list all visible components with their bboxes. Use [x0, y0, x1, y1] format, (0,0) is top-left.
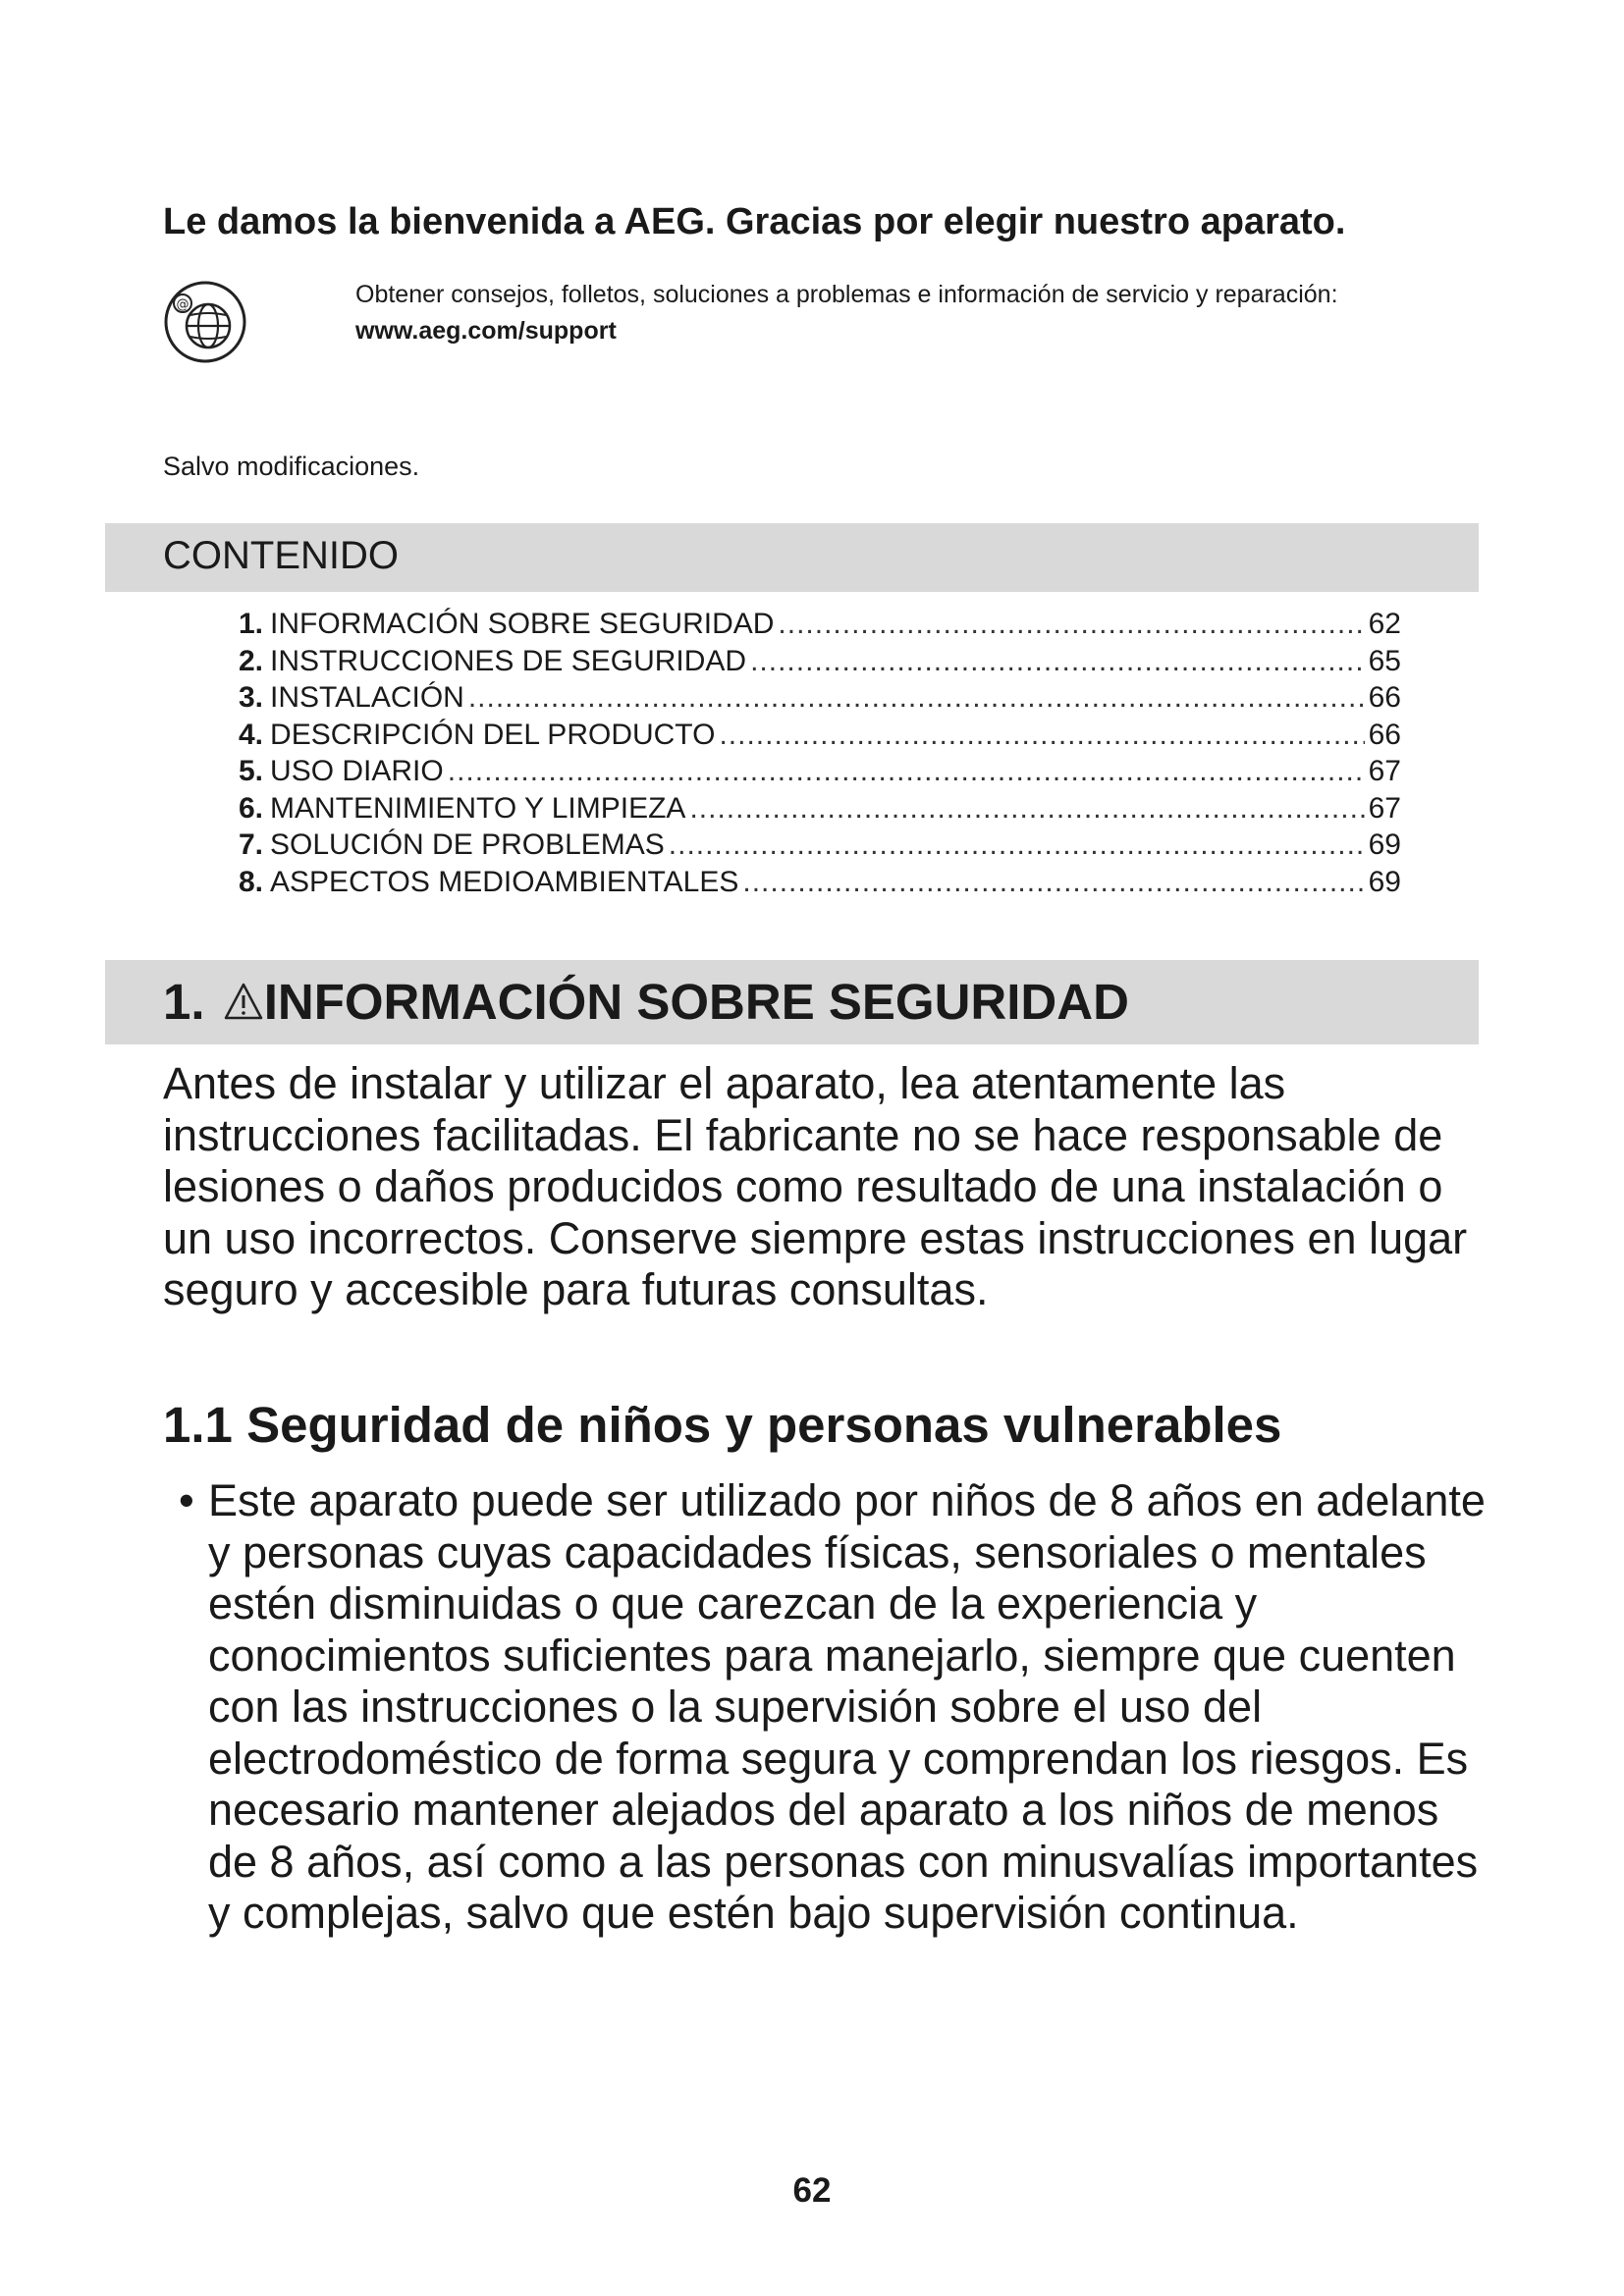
- contents-header-bar: [105, 523, 1479, 592]
- toc-entry-label: SOLUCIÓN DE PROBLEMAS: [270, 828, 665, 861]
- toc-entry[interactable]: [239, 643, 1401, 680]
- welcome-title: Le damos la bienvenida a AEG. Gracias por elegir nuestro aparato.: [163, 201, 1346, 242]
- safety-header-bar: [105, 960, 1479, 1044]
- safety-intro-paragraph: Antes de instalar y utilizar el aparato, lea atentamente las instrucciones facilitadas. El fabricante no se hace responsable de lesiones o daños producidos como resultado de una instalación o un uso incorrectos. Conserve siempre estas instrucciones en lugar seguro y accesible para futuras consultas.: [163, 1058, 1468, 1314]
- svg-text:@: @: [176, 297, 189, 312]
- toc-entry-number: 1.: [239, 608, 264, 640]
- toc-entry[interactable]: [239, 827, 1401, 864]
- toc-entry-page: 67: [1368, 755, 1401, 787]
- toc-entry-page: 66: [1368, 681, 1401, 714]
- toc-entry-page: 69: [1368, 828, 1401, 861]
- safety-section-title: INFORMACIÓN SOBRE SEGURIDAD: [263, 974, 1129, 1030]
- toc-entry-number: 7.: [239, 828, 264, 861]
- toc-entry-page: 67: [1368, 791, 1401, 825]
- table-of-contents: [239, 606, 1401, 900]
- toc-entry-number: 5.: [239, 755, 264, 787]
- warning-triangle-icon: [223, 982, 264, 1021]
- toc-entry[interactable]: [239, 790, 1401, 828]
- toc-leader-dots: [669, 827, 1365, 864]
- toc-entry[interactable]: [239, 753, 1401, 790]
- toc-leader-dots: [448, 753, 1365, 790]
- toc-entry[interactable]: [239, 864, 1401, 901]
- toc-entry-label: INSTRUCCIONES DE SEGURIDAD: [270, 644, 747, 677]
- toc-leader-dots: [719, 717, 1364, 754]
- toc-entry-label: USO DIARIO: [270, 755, 444, 787]
- toc-leader-dots: [742, 864, 1364, 901]
- toc-entry-page: 66: [1368, 718, 1401, 751]
- subsection-heading: 1.1 Seguridad de niños y personas vulnerables: [163, 1397, 1282, 1453]
- toc-leader-dots: [750, 643, 1365, 680]
- globe-at-icon: [163, 280, 247, 364]
- toc-entry[interactable]: [239, 606, 1401, 643]
- toc-leader-dots: [689, 790, 1364, 828]
- bullet-item: • Este aparato puede ser utilizado por niños de 8 años en adelante y personas cuyas capacidades físicas, sensoriales o mentales estén disminuidas o que carezcan de la experiencia y conocimientos suficientes para manejarlo, siempre que cuenten con las instrucciones o la supervisión sobre el uso del electrodoméstico de forma segura y comprendan los riesgos. Es necesario mantener alejados del aparato a los niños de menos de 8 años, así como a las personas con minusvalías importantes y complejas, salvo que estén bajo supervisión continua.: [163, 1475, 1489, 1940]
- safety-section-heading: [163, 973, 1129, 1031]
- support-link[interactable]: www.aeg.com/support: [355, 317, 617, 345]
- changes-note: Salvo modificaciones.: [163, 452, 420, 481]
- toc-entry-label: DESCRIPCIÓN DEL PRODUCTO: [270, 718, 716, 751]
- toc-entry-label: INSTALACIÓN: [270, 681, 464, 714]
- toc-leader-dots: [778, 606, 1364, 643]
- toc-entry-number: 3.: [239, 681, 264, 714]
- toc-entry-number: 4.: [239, 718, 264, 751]
- toc-entry[interactable]: [239, 679, 1401, 717]
- support-text: Obtener consejos, folletos, soluciones a problemas e información de servicio y reparación:: [355, 281, 1338, 308]
- toc-entry-label: MANTENIMIENTO Y LIMPIEZA: [270, 791, 686, 825]
- bullet-list: [163, 1475, 1489, 1940]
- toc-entry-page: 69: [1368, 865, 1401, 898]
- toc-entry-number: 8.: [239, 865, 264, 898]
- toc-entry-number: 2.: [239, 644, 264, 677]
- support-info: [355, 277, 1485, 349]
- toc-entry[interactable]: [239, 717, 1401, 754]
- toc-entry-label: INFORMACIÓN SOBRE SEGURIDAD: [270, 608, 775, 640]
- toc-entry-label: ASPECTOS MEDIOAMBIENTALES: [270, 865, 739, 898]
- safety-section-number: 1.: [163, 974, 205, 1030]
- toc-entry-page: 65: [1368, 644, 1401, 677]
- toc-entry-number: 6.: [239, 791, 264, 825]
- page-number: 62: [792, 2171, 832, 2210]
- toc-entry-page: 62: [1368, 608, 1401, 640]
- toc-leader-dots: [468, 679, 1365, 717]
- contents-title: CONTENIDO: [163, 534, 399, 577]
